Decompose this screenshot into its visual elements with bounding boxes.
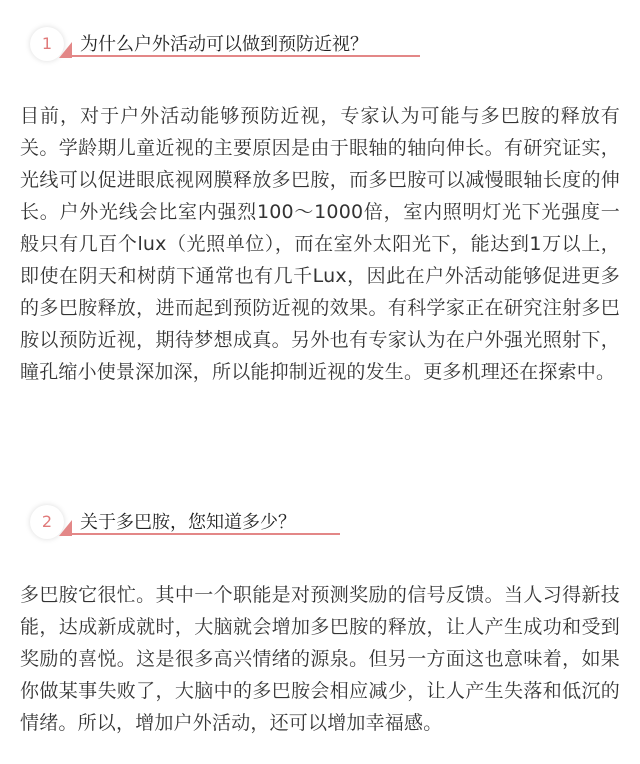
heading-underline bbox=[70, 55, 420, 57]
section-1-body: 目前，对于户外活动能够预防近视，专家认为可能与多巴胺的释放有关。学龄期儿童近视的主要原因是由于眼轴的轴向伸长。有研究证实，光线可以促进眼底视网膜释放多巴胺，而多巴胺可以减慢眼轴长度的伸长。户外光线会比室内强烈100～1000倍，室内照明灯光下光强度一般只有几百个lux（光照单位），而在室外太阳光下，能达到1万以上，即使在阴天和树荫下通常也有几千Lux，因此在户外活动能够促进更多的多巴胺释放，进而起到预防近视的效果。有科学家正在研究注射多巴胺以预防近视，期待梦想成真。另外也有专家认为在户外强光照射下，瞳孔缩小使景深加深，所以能抑制近视的发生。更多机理还在探索中。 bbox=[20, 105, 620, 383]
section-1-title: 为什么户外活动可以做到预防近视？ bbox=[80, 34, 368, 55]
heading-underline bbox=[70, 533, 340, 535]
section-number-badge: 1 bbox=[30, 27, 64, 61]
section-2-title: 关于多巴胺，您知道多少？ bbox=[80, 512, 296, 533]
section-2-heading bbox=[30, 505, 350, 541]
section-2-body: 多巴胺它很忙。其中一个职能是对预测奖励的信号反馈。当人习得新技能，达成新成就时，大脑就会增加多巴胺的释放，让人产生成功和受到奖励的喜悦。这是很多高兴情绪的源泉。但另一方面这也意味着，如果你做某事失败了，大脑中的多巴胺会相应减少，让人产生失落和低沉的情绪。所以，增加户外活动，还可以增加幸福感。 bbox=[20, 584, 620, 734]
section-number-badge: 2 bbox=[30, 505, 64, 539]
section-1-heading bbox=[30, 27, 430, 63]
